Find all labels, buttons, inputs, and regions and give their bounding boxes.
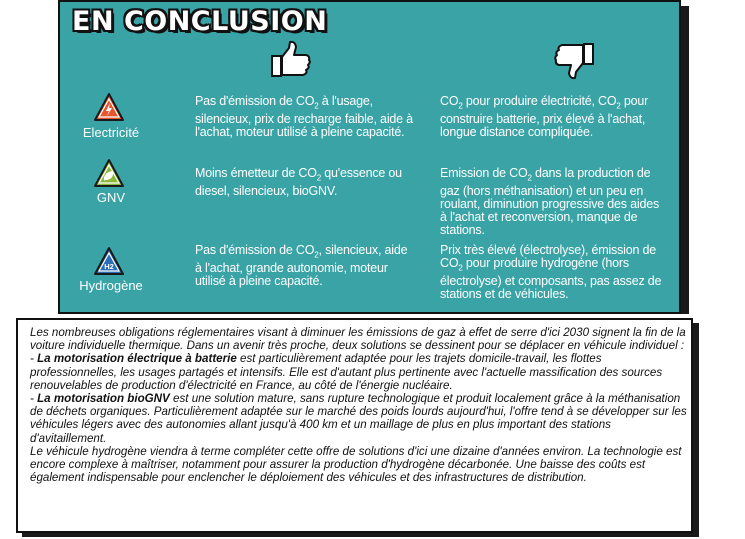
- electric-bolt-icon: [93, 92, 125, 122]
- thumbs-up-icon: [270, 40, 312, 78]
- pros-electricite: Pas d'émission de $CO_2$ à l'usage, silencieux, prix de recharge faible, aide à l'achat, moteur utilisé à pleine capacité.: [195, 94, 413, 139]
- conclusion-text: [30, 326, 690, 484]
- pros-gnv: Moins émetteur de $CO_2$ qu'essence ou diesel, silencieux, bioGNV.: [195, 166, 402, 198]
- page-title: EN CONCLUSION: [72, 6, 328, 37]
- conclusion-intro: Les nombreuses obligations réglementaires visant à diminuer les émissions de gaz à effet de serre d'ici 2030 signent la fin de la voiture individuelle thermique. Dans un avenir très proche, deux solutions se dessinent pour se déplacer en véhicule individuel :: [30, 326, 686, 353]
- cons-electricite: $CO_2$ pour produire électricité, $CO_2$ pour construire batterie, prix élevé à l'achat, longue distance compliquée.: [440, 94, 649, 139]
- row-label-hydrogene: Hydrogène: [79, 278, 143, 293]
- svg-text:H2: H2: [104, 262, 114, 271]
- conclusion-bullet-electric: - La motorisation électrique à batterie est particulièrement adaptée pour les trajets domicile-travail, les flottes professionnelles, les usages partagés et intensifs. Elle est d'autant plus pertinente avec l'actuelle massification des sources renouvelables de production d'électricité en France, au côté de l'énergie nucléaire.: [30, 352, 663, 392]
- h2-icon: [93, 246, 125, 276]
- cons-hydrogene: Prix très élevé (électrolyse), émission de $CO_2$ pour produire hydrogène (hors électrolyse) et composants, pas assez de stations et de véhicules.: [440, 243, 662, 301]
- row-label-electricite: Electricité: [82, 125, 140, 140]
- panel-shadow: [681, 6, 689, 314]
- thumbs-down-icon: [553, 42, 595, 80]
- box-shadow-bottom: [22, 533, 699, 537]
- cons-gnv: Emission de $CO_2$ dans la production de gaz (hors méthanisation) et un peu en roulant, diminution progressive des aides à l'achat et reconversion, manque de stations.: [440, 166, 660, 237]
- leaf-icon: [93, 158, 125, 188]
- box-shadow-right: [693, 323, 699, 536]
- pros-hydrogene: Pas d'émission de $CO_2$, silencieux, aide à l'achat, grande autonomie, moteur utilisé à pleine capacité.: [195, 243, 408, 288]
- row-label-gnv: GNV: [96, 190, 126, 205]
- conclusion-outro: Le véhicule hydrogène viendra à terme compléter cette offre de solutions d'ici une dizaine d'années environ. La technologie est encore complexe à maîtriser, notamment pour assurer la production d'hydrogène décarbonée. Une baisse des coûts est également indispensable pour enclencher le déploiement des véhicules et des infrastructures de distribution.: [30, 444, 682, 485]
- conclusion-bullet-biognv: - La motorisation bioGNV est une solution mature, sans rupture technologique et produit localement grâce à la méthanisation de déchets organiques. Particulièrement adaptée sur le marché des poids lourds aujourd'hui, l'offre tend à se développer sur les véhicules légers avec des autonomies allant jusqu'à 400 km et un maillage de plus en plus important des stations d'avitaillement.: [30, 392, 687, 445]
- conclusion-box: [16, 318, 693, 533]
